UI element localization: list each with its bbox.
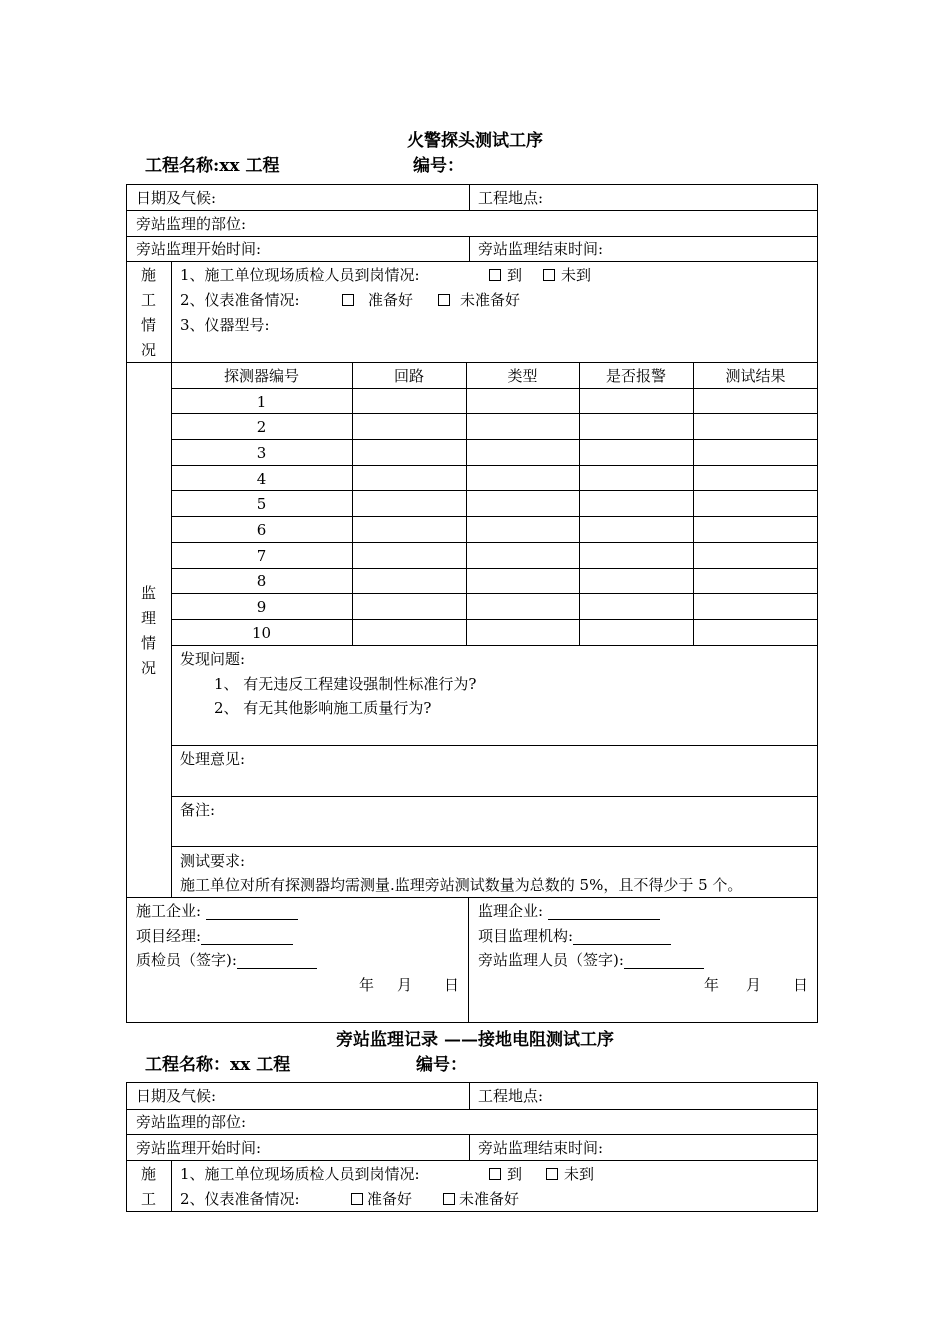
- checkbox-icon[interactable]: [351, 1193, 363, 1205]
- date-day: 日: [444, 976, 460, 994]
- table-row-number: 5: [256, 495, 267, 513]
- form1-supervision-char: 情: [140, 634, 156, 652]
- form1-remarks: 备注:: [180, 801, 216, 819]
- form2-title: 旁站监理记录 ——接地电阻测试工序: [336, 1030, 614, 1050]
- table-row-number: 8: [256, 572, 267, 590]
- contractor-label: 施工企业:: [136, 902, 202, 920]
- supervisor-org-field[interactable]: [478, 927, 671, 945]
- opt-label: 准备好: [367, 1190, 413, 1208]
- checkbox-icon[interactable]: [342, 294, 354, 306]
- form1-opinion: 处理意见:: [180, 750, 246, 768]
- table-row-number: 10: [251, 624, 272, 642]
- date-year: 年: [359, 976, 375, 994]
- form1-item3: 3、仪器型号:: [180, 316, 270, 334]
- signature-line[interactable]: [206, 905, 298, 920]
- form2-location: 旁站监理的部位:: [136, 1113, 247, 1131]
- form1-site: 工程地点:: [478, 189, 544, 207]
- date-day: 日: [793, 976, 809, 994]
- form2-project-name: 工程名称：xx 工程: [145, 1055, 291, 1075]
- checkbox-icon[interactable]: [489, 269, 501, 281]
- form1-problems-title: 发现问题:: [180, 650, 246, 668]
- date-month: 月: [746, 976, 762, 994]
- date-month: 月: [397, 976, 413, 994]
- checkbox-icon[interactable]: [543, 269, 555, 281]
- opt-label: 未到: [564, 1165, 595, 1183]
- table-row-number: 6: [256, 521, 267, 539]
- col-header: 类型: [507, 367, 538, 385]
- form1-supervision-char: 理: [140, 609, 156, 627]
- opt-label: 未到: [561, 266, 592, 284]
- form2-opt-not-arrived[interactable]: [546, 1165, 594, 1183]
- form1-number-label: 编号：: [413, 156, 464, 176]
- form1-end-time: 旁站监理结束时间:: [478, 240, 604, 258]
- opt-label: 未准备好: [460, 291, 521, 309]
- checkbox-icon[interactable]: [546, 1168, 558, 1180]
- form2-item2: 2、仪表准备情况:: [180, 1190, 300, 1208]
- project-manager-label: 项目经理:: [136, 927, 202, 945]
- form1-opt-arrived[interactable]: [489, 266, 522, 284]
- col-header: 测试结果: [725, 367, 786, 385]
- form1-item2: 2、仪表准备情况:: [180, 291, 300, 309]
- inspector-field[interactable]: [136, 951, 317, 969]
- col-header: 回路: [393, 367, 424, 385]
- form2-end-time: 旁站监理结束时间:: [478, 1139, 604, 1157]
- form1-supervision-char: 况: [140, 659, 156, 677]
- supervisor-company-label: 监理企业:: [478, 902, 544, 920]
- date-year: 年: [704, 976, 720, 994]
- supervisor-person-label: 旁站监理人员（签字):: [478, 951, 624, 969]
- form1-supervision-char: 监: [140, 584, 156, 602]
- form1-title: 火警探头测试工序: [407, 131, 543, 151]
- table-row-number: 3: [256, 444, 267, 462]
- opt-label: 到: [507, 266, 523, 284]
- table-row-number: 7: [256, 547, 267, 565]
- form1-location: 旁站监理的部位:: [136, 215, 247, 233]
- signature-line[interactable]: [573, 930, 671, 945]
- supervisor-org-label: 项目监理机构:: [478, 927, 574, 945]
- contractor-field[interactable]: [136, 902, 298, 920]
- form2-opt-not-ready[interactable]: [443, 1190, 519, 1208]
- form2-site: 工程地点:: [478, 1087, 544, 1105]
- signature-line[interactable]: [237, 954, 317, 969]
- form1-requirement-title: 测试要求:: [180, 852, 246, 870]
- supervisor-person-field[interactable]: [478, 951, 704, 969]
- form2-date-weather: 日期及气候:: [136, 1087, 217, 1105]
- form1-construction-char: 情: [140, 316, 156, 334]
- form1-problem2: 2、 有无其他影响施工质量行为?: [214, 699, 432, 717]
- signature-line[interactable]: [548, 905, 660, 920]
- form1-construction-char: 工: [140, 291, 156, 309]
- form2-item1: 1、施工单位现场质检人员到岗情况:: [180, 1165, 420, 1183]
- form2-opt-ready[interactable]: [351, 1190, 412, 1208]
- signature-line[interactable]: [201, 930, 293, 945]
- table-row-number: 2: [256, 418, 267, 436]
- form2-start-time: 旁站监理开始时间:: [136, 1139, 262, 1157]
- form2-opt-arrived[interactable]: [489, 1165, 522, 1183]
- col-header: 是否报警: [605, 367, 666, 385]
- project-manager-field[interactable]: [136, 927, 293, 945]
- opt-label: 未准备好: [459, 1190, 520, 1208]
- table-row-number: 1: [256, 393, 267, 411]
- form1-problem1: 1、 有无违反工程建设强制性标准行为?: [214, 675, 477, 693]
- table-row-number: 4: [256, 470, 267, 488]
- form2-construction-char: 工: [140, 1190, 156, 1208]
- form1-requirement-text: 施工单位对所有探测器均需测量.监理旁站测试数量为总数的 5%，且不得少于 5 个。: [180, 876, 743, 894]
- form1-construction-char: 施: [140, 266, 156, 284]
- checkbox-icon[interactable]: [489, 1168, 501, 1180]
- form1-opt-ready[interactable]: [342, 291, 413, 309]
- checkbox-icon[interactable]: [438, 294, 450, 306]
- table-row-number: 9: [256, 598, 267, 616]
- inspector-label: 质检员（签字):: [136, 951, 237, 969]
- form1-opt-not-ready[interactable]: [438, 291, 520, 309]
- form2-number-label: 编号：: [416, 1055, 467, 1075]
- col-header: 探测器编号: [223, 367, 299, 385]
- form1-date-weather: 日期及气候:: [136, 189, 217, 207]
- signature-line[interactable]: [624, 954, 704, 969]
- form1-project-name: 工程名称:xx 工程: [145, 156, 280, 176]
- form1-opt-not-arrived[interactable]: [543, 266, 591, 284]
- form1-item1: 1、施工单位现场质检人员到岗情况:: [180, 266, 420, 284]
- checkbox-icon[interactable]: [443, 1193, 455, 1205]
- form1-start-time: 旁站监理开始时间:: [136, 240, 262, 258]
- form1-construction-char: 况: [140, 341, 156, 359]
- opt-label: 准备好: [368, 291, 414, 309]
- supervisor-company-field[interactable]: [478, 902, 660, 920]
- opt-label: 到: [507, 1165, 523, 1183]
- form2-construction-char: 施: [140, 1165, 156, 1183]
